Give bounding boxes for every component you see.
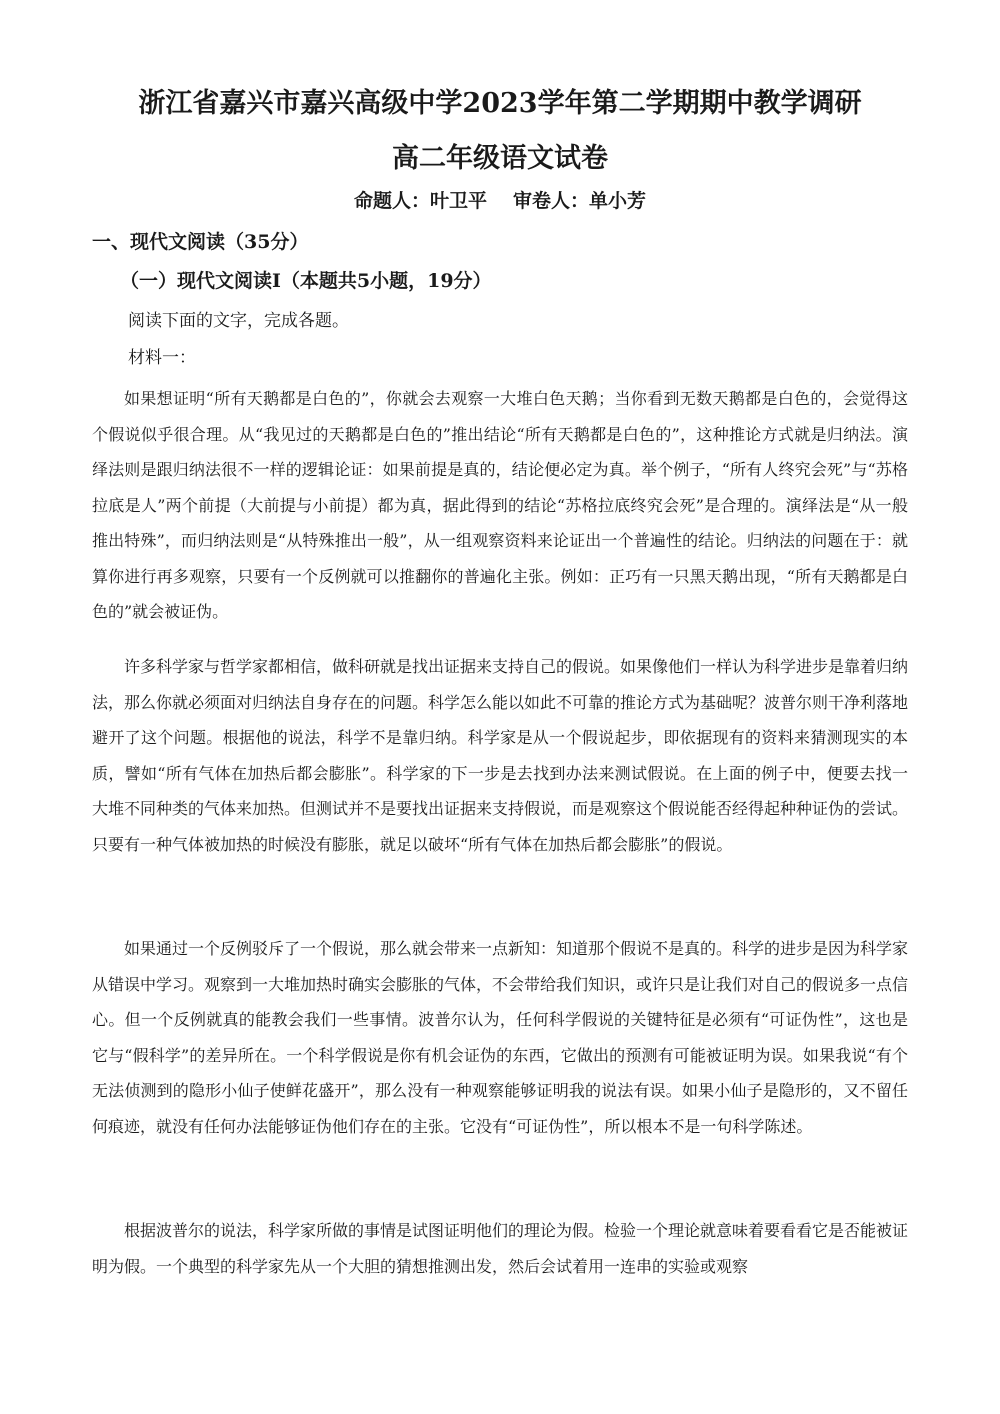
- paragraph-text: 许多科学家与哲学家都相信，做科研就是找出证据来支持自己的假说。如果像他们一样认为科学进步是靠着归纳法，那么你就必须面对归纳法自身存在的问题。科学怎么能以如此不可靠的推论方式为基础呢？波普尔则干净利落地避开了这个问题。根据他的说法，科学不是靠归纳。科学家是从一个假说起步，即依据现有的资料来猜测现实的本质，譬如“所有气体在加热后都会膨胀”。科学家的下一步是去找到办法来测试假说。在上面的例子中，便要去找一大堆不同种类的气体来加热。但测试并不是要找出证据来支持假说，而是观察这个假说能否经得起种种证伪的尝试。只要有一种气体被加热的时候没有膨胀，就足以破坏“所有气体在加热后都会膨胀”的假说。: [92, 657, 909, 854]
- exam-subtitle: 高二年级语文试卷: [392, 143, 608, 174]
- paragraph-text: 如果通过一个反例驳斥了一个假说，那么就会带来一点新知：知道那个假说不是真的。科学的进步是因为科学家从错误中学习。观察到一大堆加热时确实会膨胀的气体，不会带给我们知识，或许只是让我们对自己的假说多一点信心。但一个反例就真的能教会我们一些事情。波普尔认为，任何科学假说的关键特征是必须有“可证伪性”，这也是它与“假科学”的差异所在。一个科学假说是你有机会证伪的东西，它做出的预测有可能被证明为误。如果我说“有个无法侦测到的隐形小仙子使鲜花盛开”，那么没有一种观察能够证明我的说法有误。如果小仙子是隐形的，又不留任何痕迹，就没有任何办法能够证伪他们存在的主张。它没有“可证伪性”，所以根本不是一句科学陈述。: [92, 939, 909, 1136]
- material-label: 材料一：: [128, 348, 196, 368]
- passage-paragraph-4: [92, 1213, 908, 1284]
- passage-paragraph-1: [92, 381, 908, 630]
- paragraph-text: 根据波普尔的说法，科学家所做的事情是试图证明他们的理论为假。检验一个理论就意味着要看看它是否能被证明为假。一个典型的科学家先从一个大胆的猜想推测出发，然后会试着用一连串的实验或观察: [92, 1221, 909, 1276]
- author-line: [0, 186, 1000, 216]
- subsection-heading: （一）现代文阅读Ⅰ（本题共5小题，19分）: [120, 270, 492, 292]
- reviewer-name: 审卷人：单小芳: [513, 190, 647, 212]
- reading-instruction: 阅读下面的文字，完成各题。: [128, 311, 349, 331]
- paragraph-text: 如果想证明“所有天鹅都是白色的”，你就会去观察一大堆白色天鹅；当你看到无数天鹅都是白色的，会觉得这个假说似乎很合理。从“我见过的天鹅都是白色的”推出结论“所有天鹅都是白色的”，这种推论方式就是归纳法。演绎法则是跟归纳法很不一样的逻辑论证：如果前提是真的，结论便必定为真。举个例子，“所有人终究会死”与“苏格拉底是人”两个前提（大前提与小前提）都为真，据此得到的结论“苏格拉底终究会死”是合理的。演绎法是“从一般推出特殊”，而归纳法则是“从特殊推出一般”，从一组观察资料来论证出一个普遍性的结论。归纳法的问题在于：就算你进行再多观察，只要有一个反例就可以推翻你的普遍化主张。例如：正巧有一只黑天鹅出现，“所有天鹅都是白色的”就会被证伪。: [92, 389, 908, 621]
- passage-paragraph-3: [92, 931, 908, 1144]
- setter-name: 命题人：叶卫平: [353, 190, 487, 212]
- exam-title: 浙江省嘉兴市嘉兴高级中学2023学年第二学期期中教学调研: [138, 88, 862, 119]
- section-heading: 一、现代文阅读（35分）: [92, 231, 309, 253]
- passage-paragraph-2: [92, 649, 908, 862]
